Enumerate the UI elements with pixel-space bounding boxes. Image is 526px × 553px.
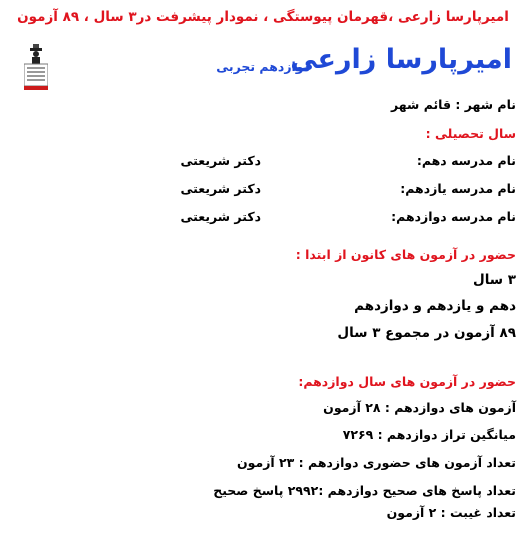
kanoon-grades: دهم و یازدهم و دوازدهم <box>354 298 516 314</box>
kanoon-heading: حضور در آزمون های کانون از ابتدا : <box>295 247 516 262</box>
student-name: امیرپارسا زارعی <box>290 44 512 75</box>
kanoon-total: ۸۹ آزمون در مجموع ۳ سال <box>337 325 516 341</box>
school-label-11: نام مدرسه یازدهم: <box>400 181 516 196</box>
grade12-correct: تعداد پاسخ های صحیح دوازدهم :۲۹۹۲ پاسخ صحیح <box>213 483 516 498</box>
education-heading: سال تحصیلی : <box>425 126 516 141</box>
school-value-12: دکتر شریعتی <box>180 209 261 224</box>
grade12-absence: تعداد غیبت : ۲ آزمون <box>386 505 516 520</box>
student-grade: دوازدهم تجربی <box>216 59 310 74</box>
school-label-10: نام مدرسه دهم: <box>416 153 516 168</box>
school-label-12: نام مدرسه دوازدهم: <box>391 209 516 224</box>
grade12-exams: آزمون های دوازدهم : ۲۸ آزمون <box>323 400 516 415</box>
school-value-10: دکتر شریعتی <box>180 153 261 168</box>
city-line: نام شهر : قائم شهر <box>391 97 516 112</box>
grade12-average: میانگین تراز دوازدهم : ۷۲۶۹ <box>342 427 516 442</box>
kanoon-logo-icon <box>24 44 48 90</box>
grade12-attendance: تعداد آزمون های حضوری دوازدهم : ۲۳ آزمون <box>236 455 516 470</box>
headline: امیرپارسا زارعی ،قهرمان پیوستگی ، نمودار پیشرفت در۳ سال ، ۸۹ آزمون <box>17 9 509 25</box>
school-value-11: دکتر شریعتی <box>180 181 261 196</box>
kanoon-years: ۳ سال <box>472 272 516 288</box>
grade12-heading: حضور در آزمون های سال دوازدهم: <box>298 374 516 389</box>
